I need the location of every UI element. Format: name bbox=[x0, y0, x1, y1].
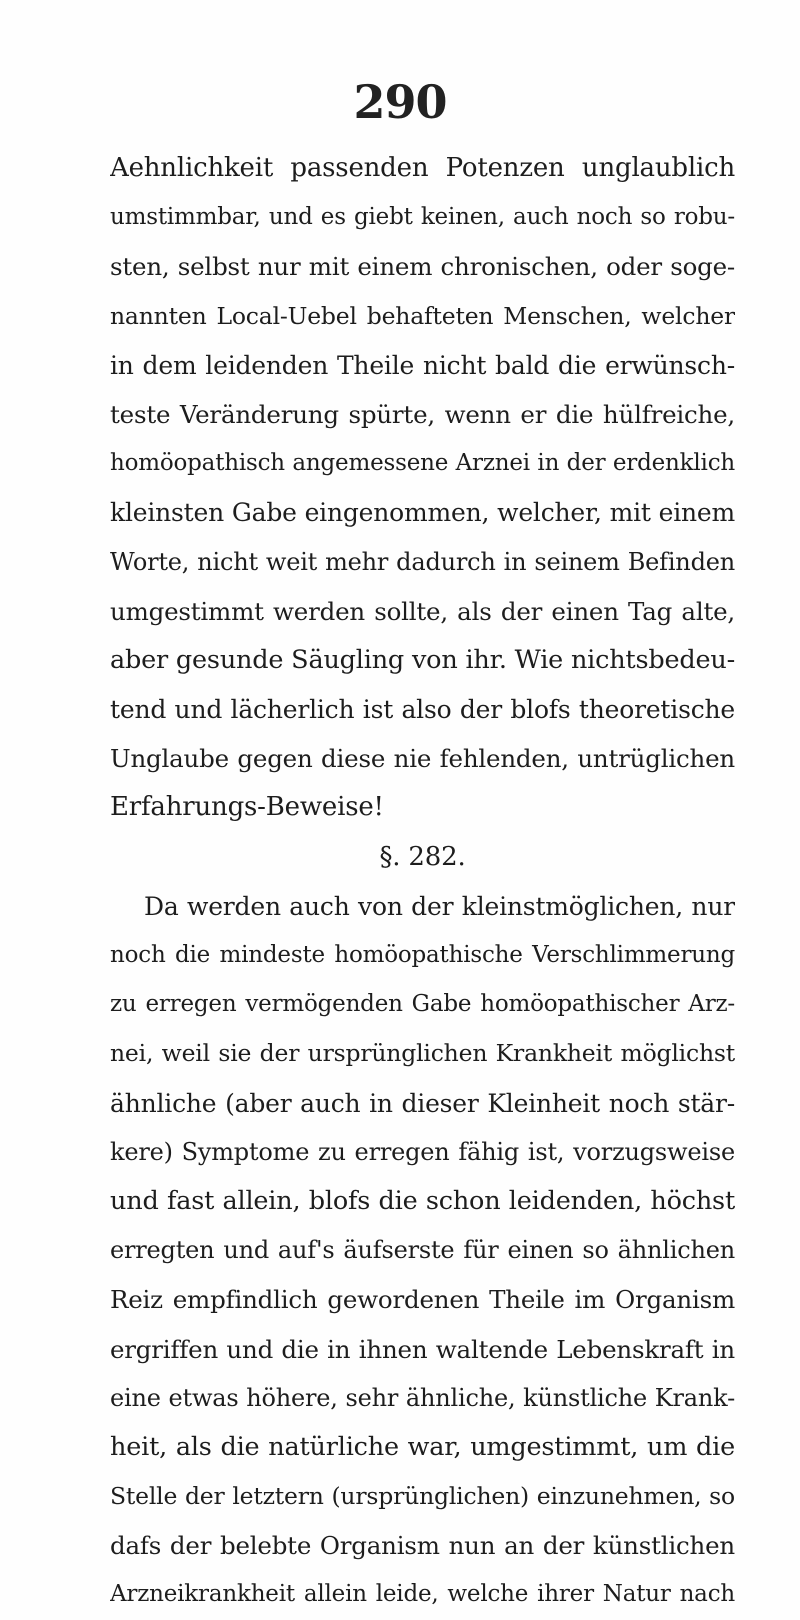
text-line: Unglaube gegen diese nie fehlenden, untrüglichen bbox=[110, 744, 735, 774]
text-line: heit, als die natürliche war, umgestimmt, um die bbox=[110, 1431, 735, 1462]
text-line: Aehnlichkeit passenden Potenzen unglaublich bbox=[110, 153, 735, 183]
text-line: nei, weil sie der ursprünglichen Krankheit möglichst bbox=[110, 1039, 735, 1068]
body-text bbox=[110, 144, 735, 1620]
text-line: zu erregen vermögenden Gabe homöopathischer Arz- bbox=[110, 991, 735, 1018]
text-line: in dem leidenden Theile nicht bald die erwünsch- bbox=[110, 350, 735, 380]
text-line: ergriffen und die in ihnen waltende Lebenskraft in bbox=[110, 1334, 735, 1364]
text-line: sten, selbst nur mit einem chronischen, oder soge- bbox=[110, 252, 735, 282]
text-line: Arzneikrankheit allein leide, welche ihrer Natur nach bbox=[110, 1581, 735, 1608]
text-line: noch die mindeste homöopathische Verschlimmerung bbox=[110, 942, 735, 968]
text-line: eine etwas höhere, sehr ähnliche, künstliche Krank- bbox=[110, 1383, 735, 1412]
text-line: Reiz empfindlich gewordenen Theile im Organism bbox=[110, 1285, 735, 1315]
text-line: Stelle der letztern (ursprünglichen) einzunehmen, so bbox=[110, 1482, 735, 1511]
text-line: kere) Symptome zu erregen fähig ist, vorzugsweise bbox=[110, 1137, 735, 1166]
text-line: und fast allein, blofs die schon leidenden, höchst bbox=[110, 1185, 735, 1216]
text-line: homöopathisch angemessene Arznei in der erdenklich bbox=[110, 450, 735, 477]
text-line: nannten Local-Uebel behafteten Menschen, welcher bbox=[110, 301, 735, 330]
text-line: Da werden auch von der kleinstmöglichen, nur bbox=[144, 891, 735, 921]
text-line: erregten und auf's äufserste für einen so ähnlichen bbox=[110, 1236, 735, 1265]
text-line: tend und lächerlich ist also der blofs theoretische bbox=[110, 695, 735, 725]
text-line: umgestimmt werden sollte, als der einen Tag alte, bbox=[110, 596, 735, 626]
text-line: aber gesunde Säugling von ihr. Wie nichtsbedeu- bbox=[110, 644, 735, 675]
text-line: teste Veränderung spürte, wenn er die hülfreiche, bbox=[110, 399, 735, 429]
text-line: kleinsten Gabe eingenommen, welcher, mit einem bbox=[110, 498, 735, 528]
section-heading: §. 282. bbox=[379, 841, 466, 872]
text-line: Worte, nicht weit mehr dadurch in seinem Befinden bbox=[110, 547, 735, 576]
text-line: umstimmbar, und es giebt keinen, auch noch so robu- bbox=[110, 204, 735, 231]
text-line: ähnliche (aber auch in dieser Kleinheit noch stär- bbox=[110, 1088, 735, 1118]
text-line: Erfahrungs-Beweise! bbox=[110, 792, 384, 823]
text-line: dafs der belebte Organism nun an der künstlichen bbox=[110, 1531, 735, 1561]
page-number: 290 bbox=[353, 75, 447, 129]
